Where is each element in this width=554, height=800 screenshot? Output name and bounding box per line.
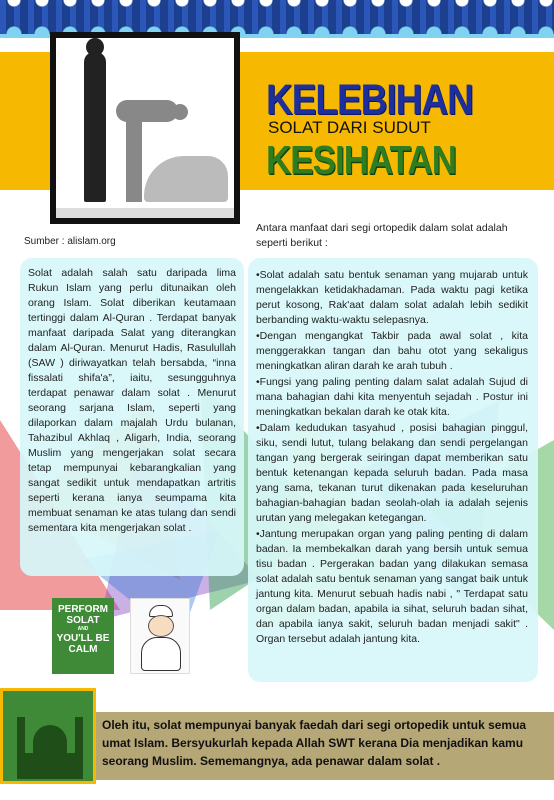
intro-text: Antara manfaat dari segi ortopedik dalam solat adalah seperti berikut : (256, 222, 508, 249)
benefit-item: •Dengan mengangkat Takbir pada awal solat , kita menggerakkan tangan dan bahu otot yang sekaligus meningkatkan aliran darah ke arah tubuh . (256, 330, 528, 372)
benefit-item: •Dalam kedudukan tasyahud , posisi bahagian pinggul, siku, sendi lutut, tulang belakang dan sendi pergelangan tangan yang bergerak seiringan dapat memberikan satu bentuk ketenangan kepada seluruh badan. Pada masa yang sama, tekanan turut dikenakan pada keseluruhan bahagian-bahagian badan seolah-olah ia adalah sejenis urutan yang melegakan ketegangan. (256, 422, 528, 524)
prostrating-figure (144, 156, 228, 202)
poster-line: PERFORM (58, 604, 108, 615)
praying-boy-illustration (130, 598, 190, 674)
bowing-figure-legs (126, 118, 142, 202)
poster-line: CALM (68, 644, 98, 655)
intro-panel: Solat adalah salah satu daripada lima Rukun Islam yang perlu ditunaikan oleh orang Islam. Solat diberikan keutamaan tertinggi dalam Al-Quran . Terdapat banyak manfaat daripada Salat yang diterangkan dalam Al-Quran. Menurut Hadis, Rasulullah (SAW ) diriwayatkan telah bersabda, “inna fissalati shifa'a”, iaitu, sesungguhnya terdapat penawar dalam solat . Menurut seorang sarjana Islam, seperti yang dilaporkan dalam majalah Urdu bulanan, Tahazibul Akhlaq , Aligarh, India, seorang Muslim yang mengerjakan solat secara tetap mempunyai kebarangkalian yang sangat sedikit untuk mendapatkan artritis seperti kerana ianya seumpama kita membuat senaman ke atas tulang dan sendi sementara kita mengerjakan solat . (20, 258, 244, 576)
prayer-photo (50, 32, 240, 224)
title-line-3: KESIHATAN (266, 138, 456, 183)
benefit-item: •Fungsi yang paling penting dalam salat adalah Sujud di mana bahagian dahi kita menyentuh sejadah . Postur ini meningkatkan bekalan darah ke otak kita. (256, 376, 528, 418)
boy-face (148, 615, 174, 637)
top-ornament-border (0, 0, 554, 34)
photo-source-caption: Sumber : alislam.org (24, 236, 116, 247)
poster-line: SOLAT (66, 615, 100, 626)
poster-line: AND (77, 626, 89, 632)
perform-solat-poster (52, 598, 114, 674)
poster-line: YOU'LL BE (56, 633, 110, 644)
conclusion-text: Oleh itu, solat mempunyai banyak faedah dari segi ortopedik untuk semua umat Islam. Bersyukurlah kepada Allah SWT kerana Dia menjadikan kamu seorang Muslim. Sememangnya, ada penawar dalam solat . (102, 718, 527, 768)
benefit-item: •Jantung merupakan organ yang paling penting di dalam badan. Ia membekalkan darah yang bersih untuk semua tisu badan . Pergerakan badan yang dilakukan semasa solat adalah satu bentuk senaman yang sangat baik untuk jantung kita. Menurut sebuah hadis nabi , " Terdapat satu organ dalam badan, apabila ia sihat, seluruh badan sihat, dan apabila ianya sakit, seluruh badan menjadi sakit" . Organ tersebut adalah jantung kita. (256, 528, 528, 645)
mosque-icon (0, 688, 96, 784)
bottom-margin (0, 786, 554, 800)
photo-floor (56, 208, 234, 218)
bowing-figure-head (172, 104, 188, 120)
minaret-left (17, 717, 25, 757)
benefits-panel (248, 258, 538, 682)
title-line-1: KELEBIHAN (266, 76, 473, 124)
mosque-dome (33, 725, 67, 755)
boy-body (141, 637, 181, 671)
mosque-base (17, 753, 83, 779)
title-line-2: SOLAT DARI SUDUT (268, 118, 431, 137)
standing-figure (84, 52, 106, 202)
benefit-item: •Solat adalah satu bentuk senaman yang mujarab untuk mengelakkan ketidakhadaman. Pada waktu pagi ketika perut kosong, Rak'aat dalam solat adalah lebih sedikit berbanding waktu-waktu selepasnya. (256, 269, 528, 326)
minaret-right (75, 717, 83, 757)
